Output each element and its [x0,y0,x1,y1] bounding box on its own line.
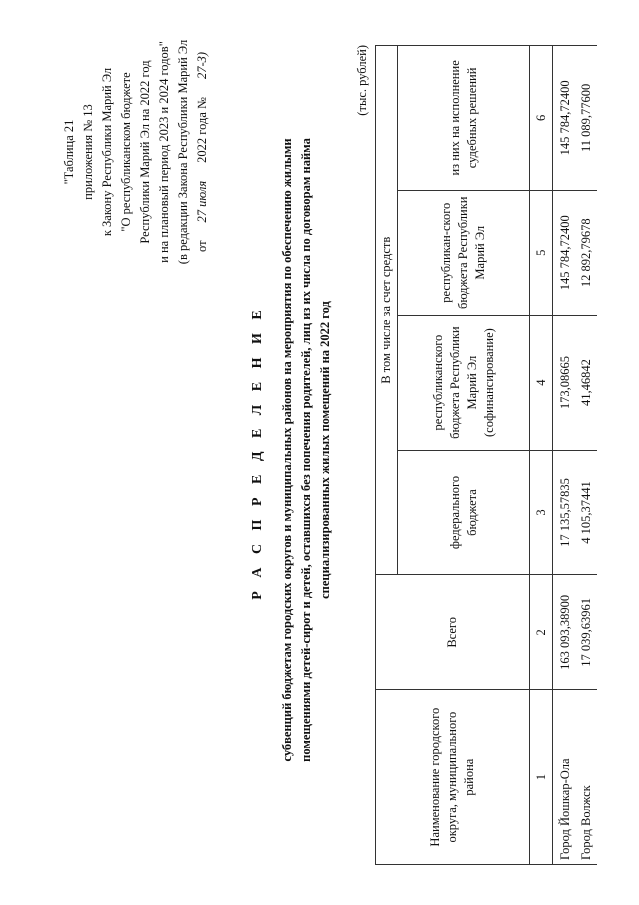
column-index: 6 [530,46,553,191]
header-court: из них на исполнение судебных решений [398,46,530,191]
row-republican: 145 784,72400 [553,190,577,315]
column-index: 4 [530,315,553,450]
subtitle-line: помещениями детей-сирот и детей, оставшихся без попечения родителей, лиц из их числа по договорам найма [299,138,313,762]
appendix-line: приложения № 13 [81,104,95,200]
handwritten-number: 27-З) [195,52,209,80]
column-index: 5 [530,190,553,315]
appendix-line: Республики Марий Эл на 2022 год [138,60,152,244]
row-republican: 12 892,79678 [576,190,597,315]
header-federal: федерального бюджета [398,450,530,575]
column-index-row [530,46,553,865]
subtitle-line: субвенций бюджетам городских округов и муниципальных районов на мероприятия по обеспечению жилыми [280,138,294,762]
row-name: Город Волжск [576,690,597,865]
header-republican: республикан-ского бюджета Республики Марий Эл [398,190,530,315]
row-republican-cofin: 41,46842 [576,315,597,450]
appendix-line: и на плановый период 2023 и 2024 годов" [157,41,171,263]
appendix-line: "О республиканском бюджете [119,72,133,232]
row-name: Город Йошкар-Ола [553,690,577,865]
appendix-reference [60,17,212,287]
from-label: от [195,240,209,253]
column-index: 3 [530,450,553,575]
table-row [553,46,577,865]
row-total: 163 093,38900 [553,575,577,690]
header-name: Наименование городского округа, муниципального района [376,690,530,865]
row-republican-cofin: 173,08665 [553,315,577,450]
header-total: Всего [376,575,530,690]
appendix-line: к Закону Республики Марий Эл [100,67,114,237]
row-court: 145 784,72400 [553,46,577,191]
appendix-line: "Таблица 21 [62,119,76,185]
document-title: Р А С П Р Е Д Е Л Е Н И Е [250,305,265,600]
column-index: 2 [530,575,553,690]
appendix-line: (в редакции Закона Республики Марий Эл [176,39,190,265]
distribution-table [375,45,597,865]
table-row [576,46,597,865]
column-index: 1 [530,690,553,865]
handwritten-date: 27 июля [195,180,209,223]
subtitle-line: специализированных жилых помещений на 2022 год [318,301,332,599]
row-total: 17 039,63961 [576,575,597,690]
year-label: 2022 года № [195,97,209,163]
amendment-date-line [193,17,212,287]
header-republican-cofin: республиканского бюджета Республики Марий Эл (софинансирование) [398,315,530,450]
document-subtitle [278,65,335,835]
row-court: 11 089,77600 [576,46,597,191]
units-label: (тыс. рублей) [355,45,369,116]
row-federal: 17 135,57835 [553,450,577,575]
row-federal: 4 105,37441 [576,450,597,575]
header-group: В том числе за счет средств [376,46,398,575]
